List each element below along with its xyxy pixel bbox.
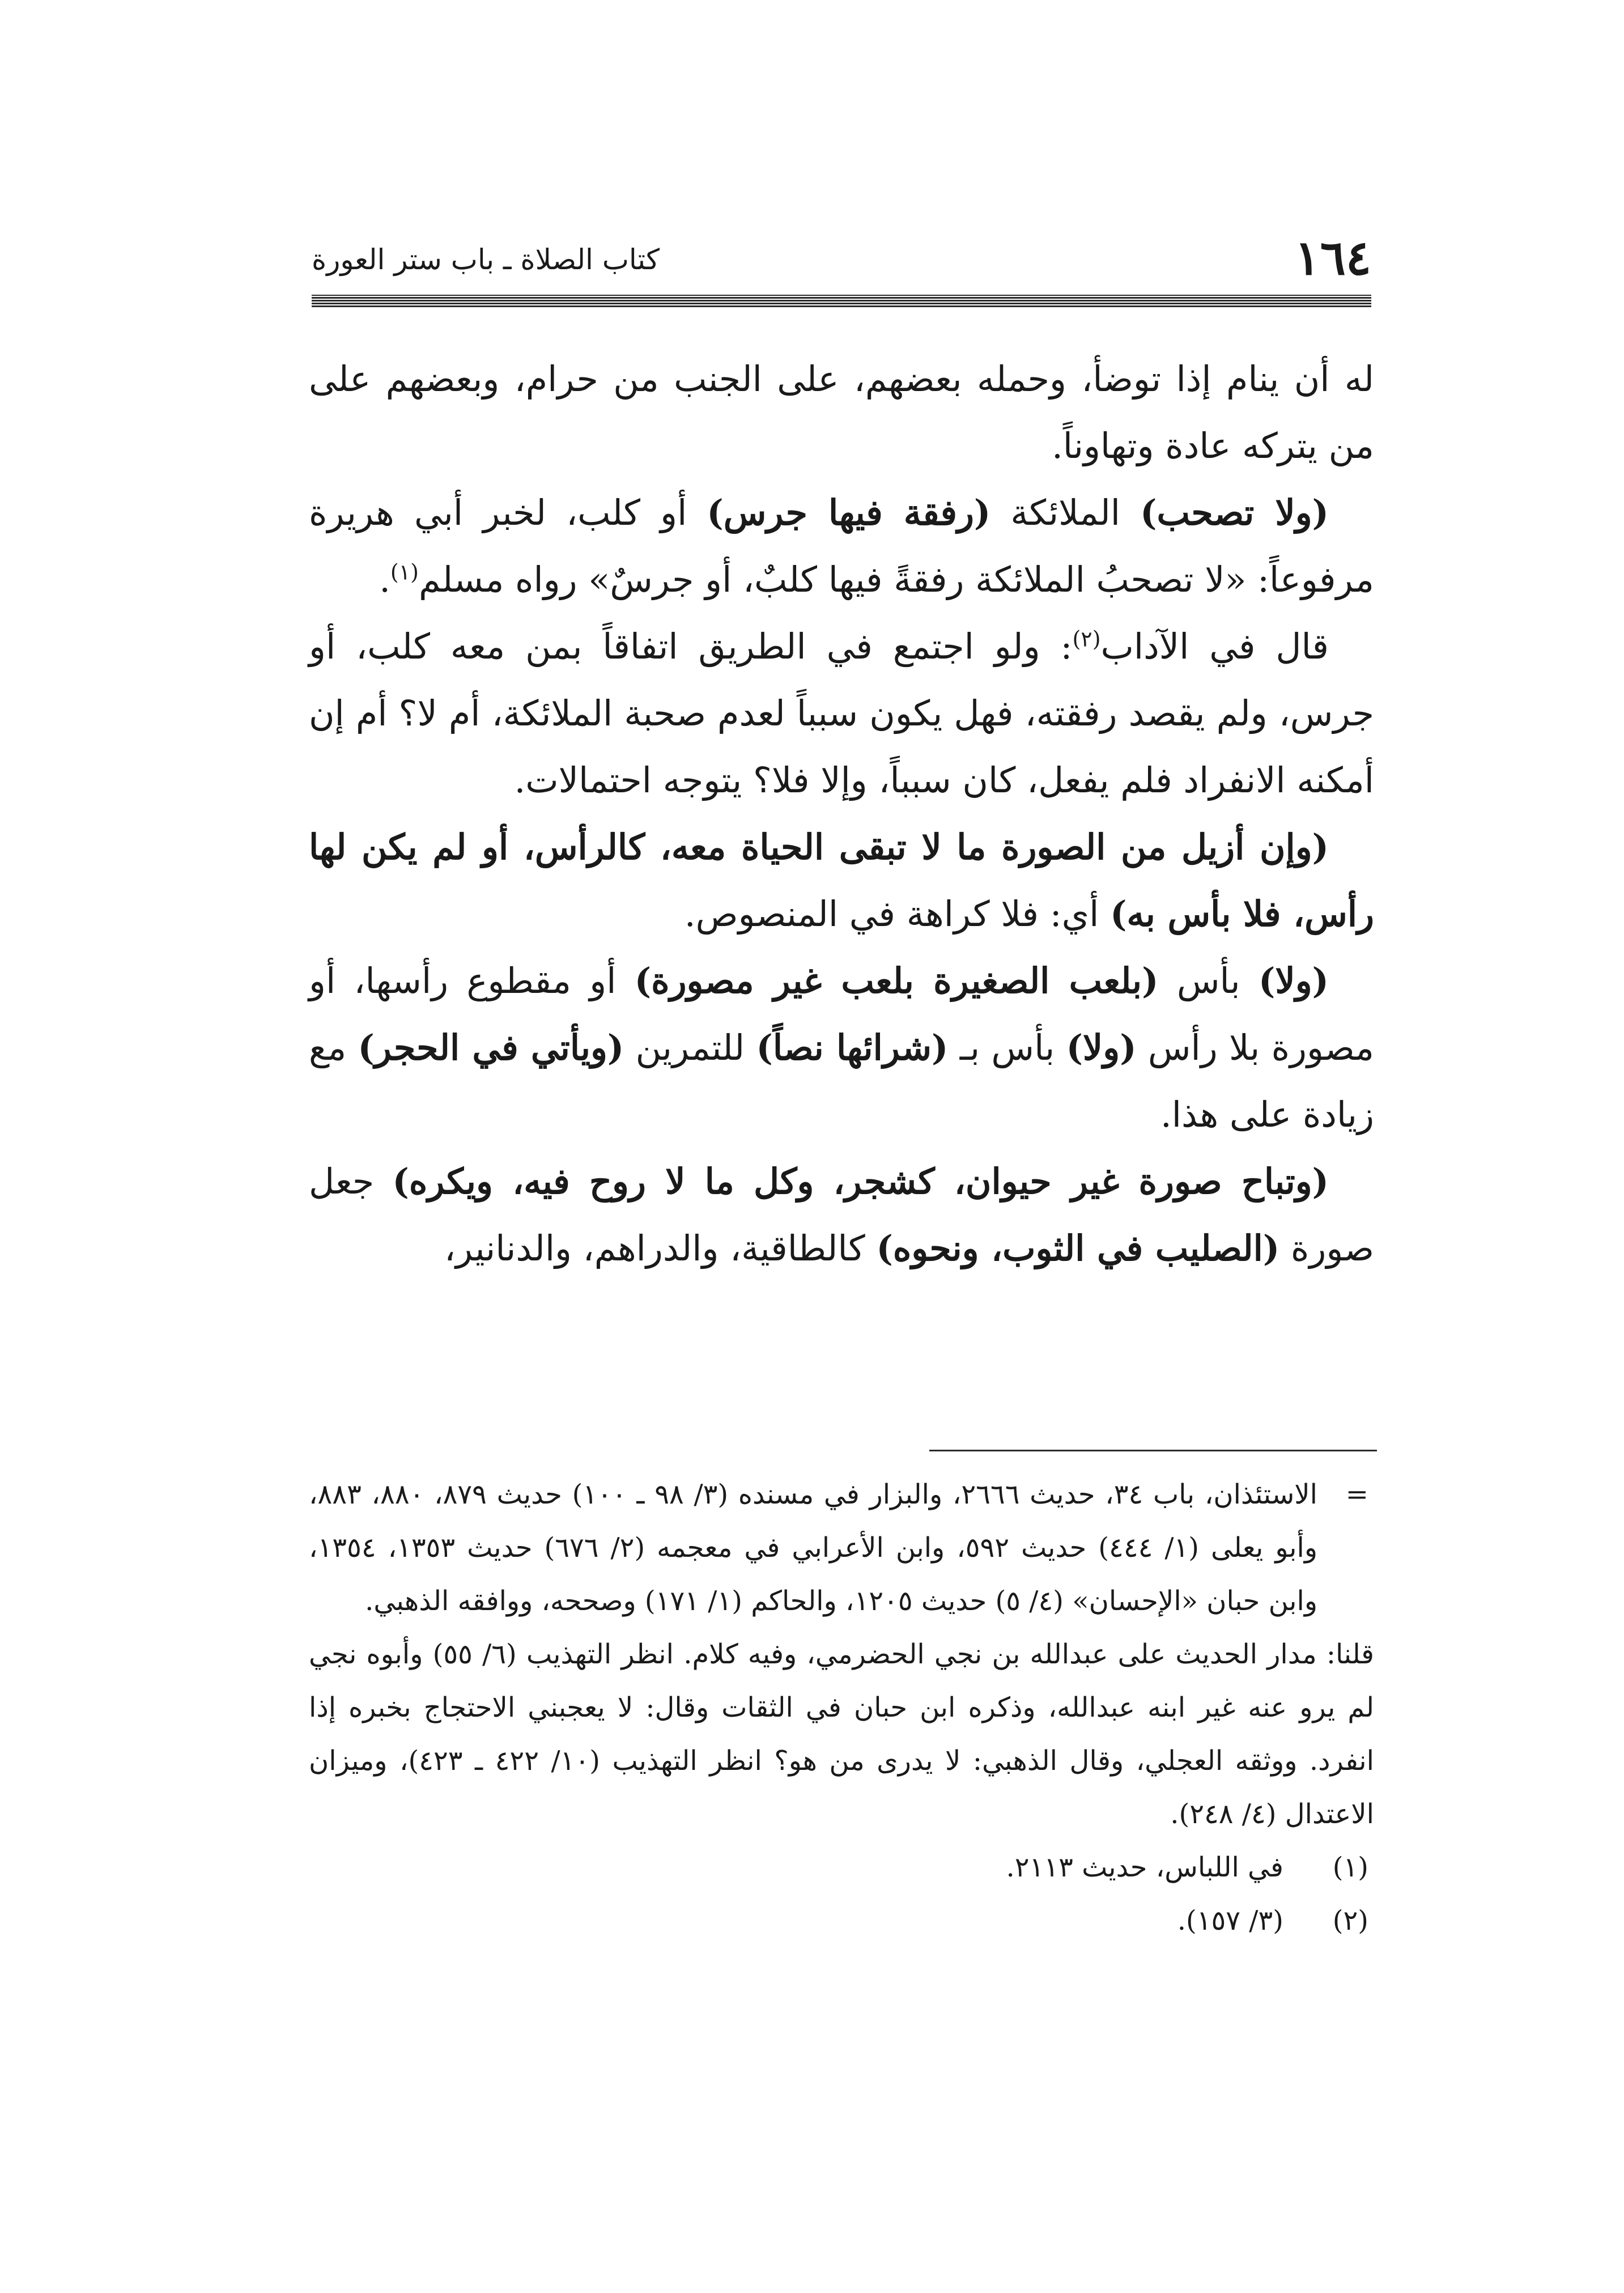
bold-phrase: (شرائها نصاً) (756, 1027, 949, 1068)
body-text: : ولو اجتمع في الطريق اتفاقاً بمن معه كلب، أو جرس، ولم يقصد رفقته، فهل يكون سبباً لعدم صحبة الملائكة، أم لا؟ أم إن أمكنه الانفراد فلم يفعل، كان سبباً، وإلا فلا؟ يتوجه احتمالات. (309, 626, 1374, 801)
header-rule (312, 295, 1371, 307)
paragraph-6 (309, 1148, 1374, 1282)
bold-phrase: (بلعب الصغيرة بلعب غير مصورة) (634, 960, 1159, 1001)
body-text: بأس بـ (948, 1027, 1066, 1068)
footnote-ref-2[interactable]: (٢) (1072, 626, 1101, 652)
body-text: كالطاقية، والدراهم، والدنانير، (444, 1228, 877, 1269)
footnote-text: (٣/ ١٥٧). (1177, 1905, 1283, 1937)
footnote-separator (929, 1450, 1377, 1451)
bold-phrase: (الصليب في الثوب، ونحوه) (876, 1228, 1280, 1269)
running-head (312, 227, 1371, 289)
bold-phrase: (وإن أزيل من الصورة ما لا تبقى الحياة معه، كالرأس، أو لم يكن لها رأس، فلا بأس به) (309, 826, 1374, 935)
bold-phrase: (ويأتي في الحجر) (358, 1027, 624, 1068)
paragraph-2 (309, 479, 1374, 613)
paragraph-1 (309, 346, 1374, 479)
body-text: بأس (1158, 960, 1259, 1001)
paragraph-5 (309, 948, 1374, 1148)
footnote-editor-note-text: قلنا: مدار الحديث على عبدالله بن نجي الحضرمي، وفيه كلام. انظر التهذيب (٦/ ٥٥) وأبوه نجي لم يرو عنه غير ابنه عبدالله، وذكره ابن حبان في الثقات وقال: لا يعجبني الاحتجاج بخبره إذا انفرد. ووثقه العجلي، وقال الذهبي: لا يدرى من هو؟ انظر التهذيب (١٠/ ٤٢٢ ـ ٤٢٣)، وميزان الاعتدال (٤/ ٢٤٨). (309, 1638, 1375, 1830)
footnote-continuation-text: الاستئذان، باب ٣٤، حديث ٢٦٦٦، والبزار في مسنده (٣/ ٩٨ ـ ١٠٠) حديث ٨٧٩، ٨٨٠، ٨٨٣، وأبو يعلى (١/ ٤٤٤) حديث ٥٩٢، وابن الأعرابي في معجمه (٢/ ٦٧٦) حديث ١٣٥٣، ١٣٥٤، وابن حبان «الإحسان» (٤/ ٥) حديث ١٢٠٥، والحاكم (١/ ١٧١) وصححه، ووافقه الذهبي. (309, 1479, 1318, 1617)
bold-phrase: (ولا) (1259, 960, 1329, 1001)
body-text: أو مقطوع رأسها، أو مصورة بلا رأس (309, 960, 1374, 1068)
bold-phrase: (ولا تصحب) (1140, 492, 1329, 533)
footnote-editor-note (309, 1628, 1374, 1841)
bold-phrase: (رفقة فيها جرس) (707, 492, 991, 533)
main-text (309, 346, 1374, 1282)
continuation-mark: = (1345, 1479, 1368, 1510)
body-text: . (379, 559, 390, 600)
running-title: كتاب الصلاة ـ باب ستر العورة (312, 243, 660, 276)
footnote-continuation (309, 1468, 1374, 1628)
footnotes (309, 1468, 1374, 1947)
footnote-1 (309, 1841, 1374, 1894)
body-text: مع زيادة على هذا. (309, 1027, 1374, 1135)
footnote-2 (309, 1894, 1374, 1947)
footnote-ref-1[interactable]: (١) (390, 559, 419, 585)
bold-phrase: (ولا) (1066, 1027, 1137, 1068)
paragraph-4 (309, 814, 1374, 948)
footnote-number: (٢) (1332, 1905, 1368, 1937)
footnote-text: في اللباس، حديث ٢١١٣. (1006, 1852, 1283, 1883)
page-number: ١٦٤ (1294, 230, 1371, 286)
paragraph-1-text: له أن ينام إذا توضأ، وحمله بعضهم، على الجنب من حرام، وبعضهم على من يتركه عادة وتهاوناً. (309, 358, 1374, 466)
body-text: قال في الآداب (1100, 626, 1329, 667)
body-text: أي: فلا كراهة في المنصوص. (684, 893, 1111, 935)
body-text: الملائكة (990, 492, 1141, 533)
body-text: جعل صورة (309, 1161, 1374, 1269)
bold-phrase: (وتباح صورة غير حيوان، كشجر، وكل ما لا روح فيه، ويكره) (392, 1161, 1329, 1202)
paragraph-3 (309, 613, 1374, 814)
footnote-number: (١) (1332, 1852, 1368, 1883)
body-text: أو كلب، لخبر أبي هريرة مرفوعاً: «لا تصحبُ الملائكة رفقةً فيها كلبٌ، أو جرسٌ» رواه مسلم (309, 492, 1374, 600)
body-text: للتمرين (624, 1027, 756, 1068)
